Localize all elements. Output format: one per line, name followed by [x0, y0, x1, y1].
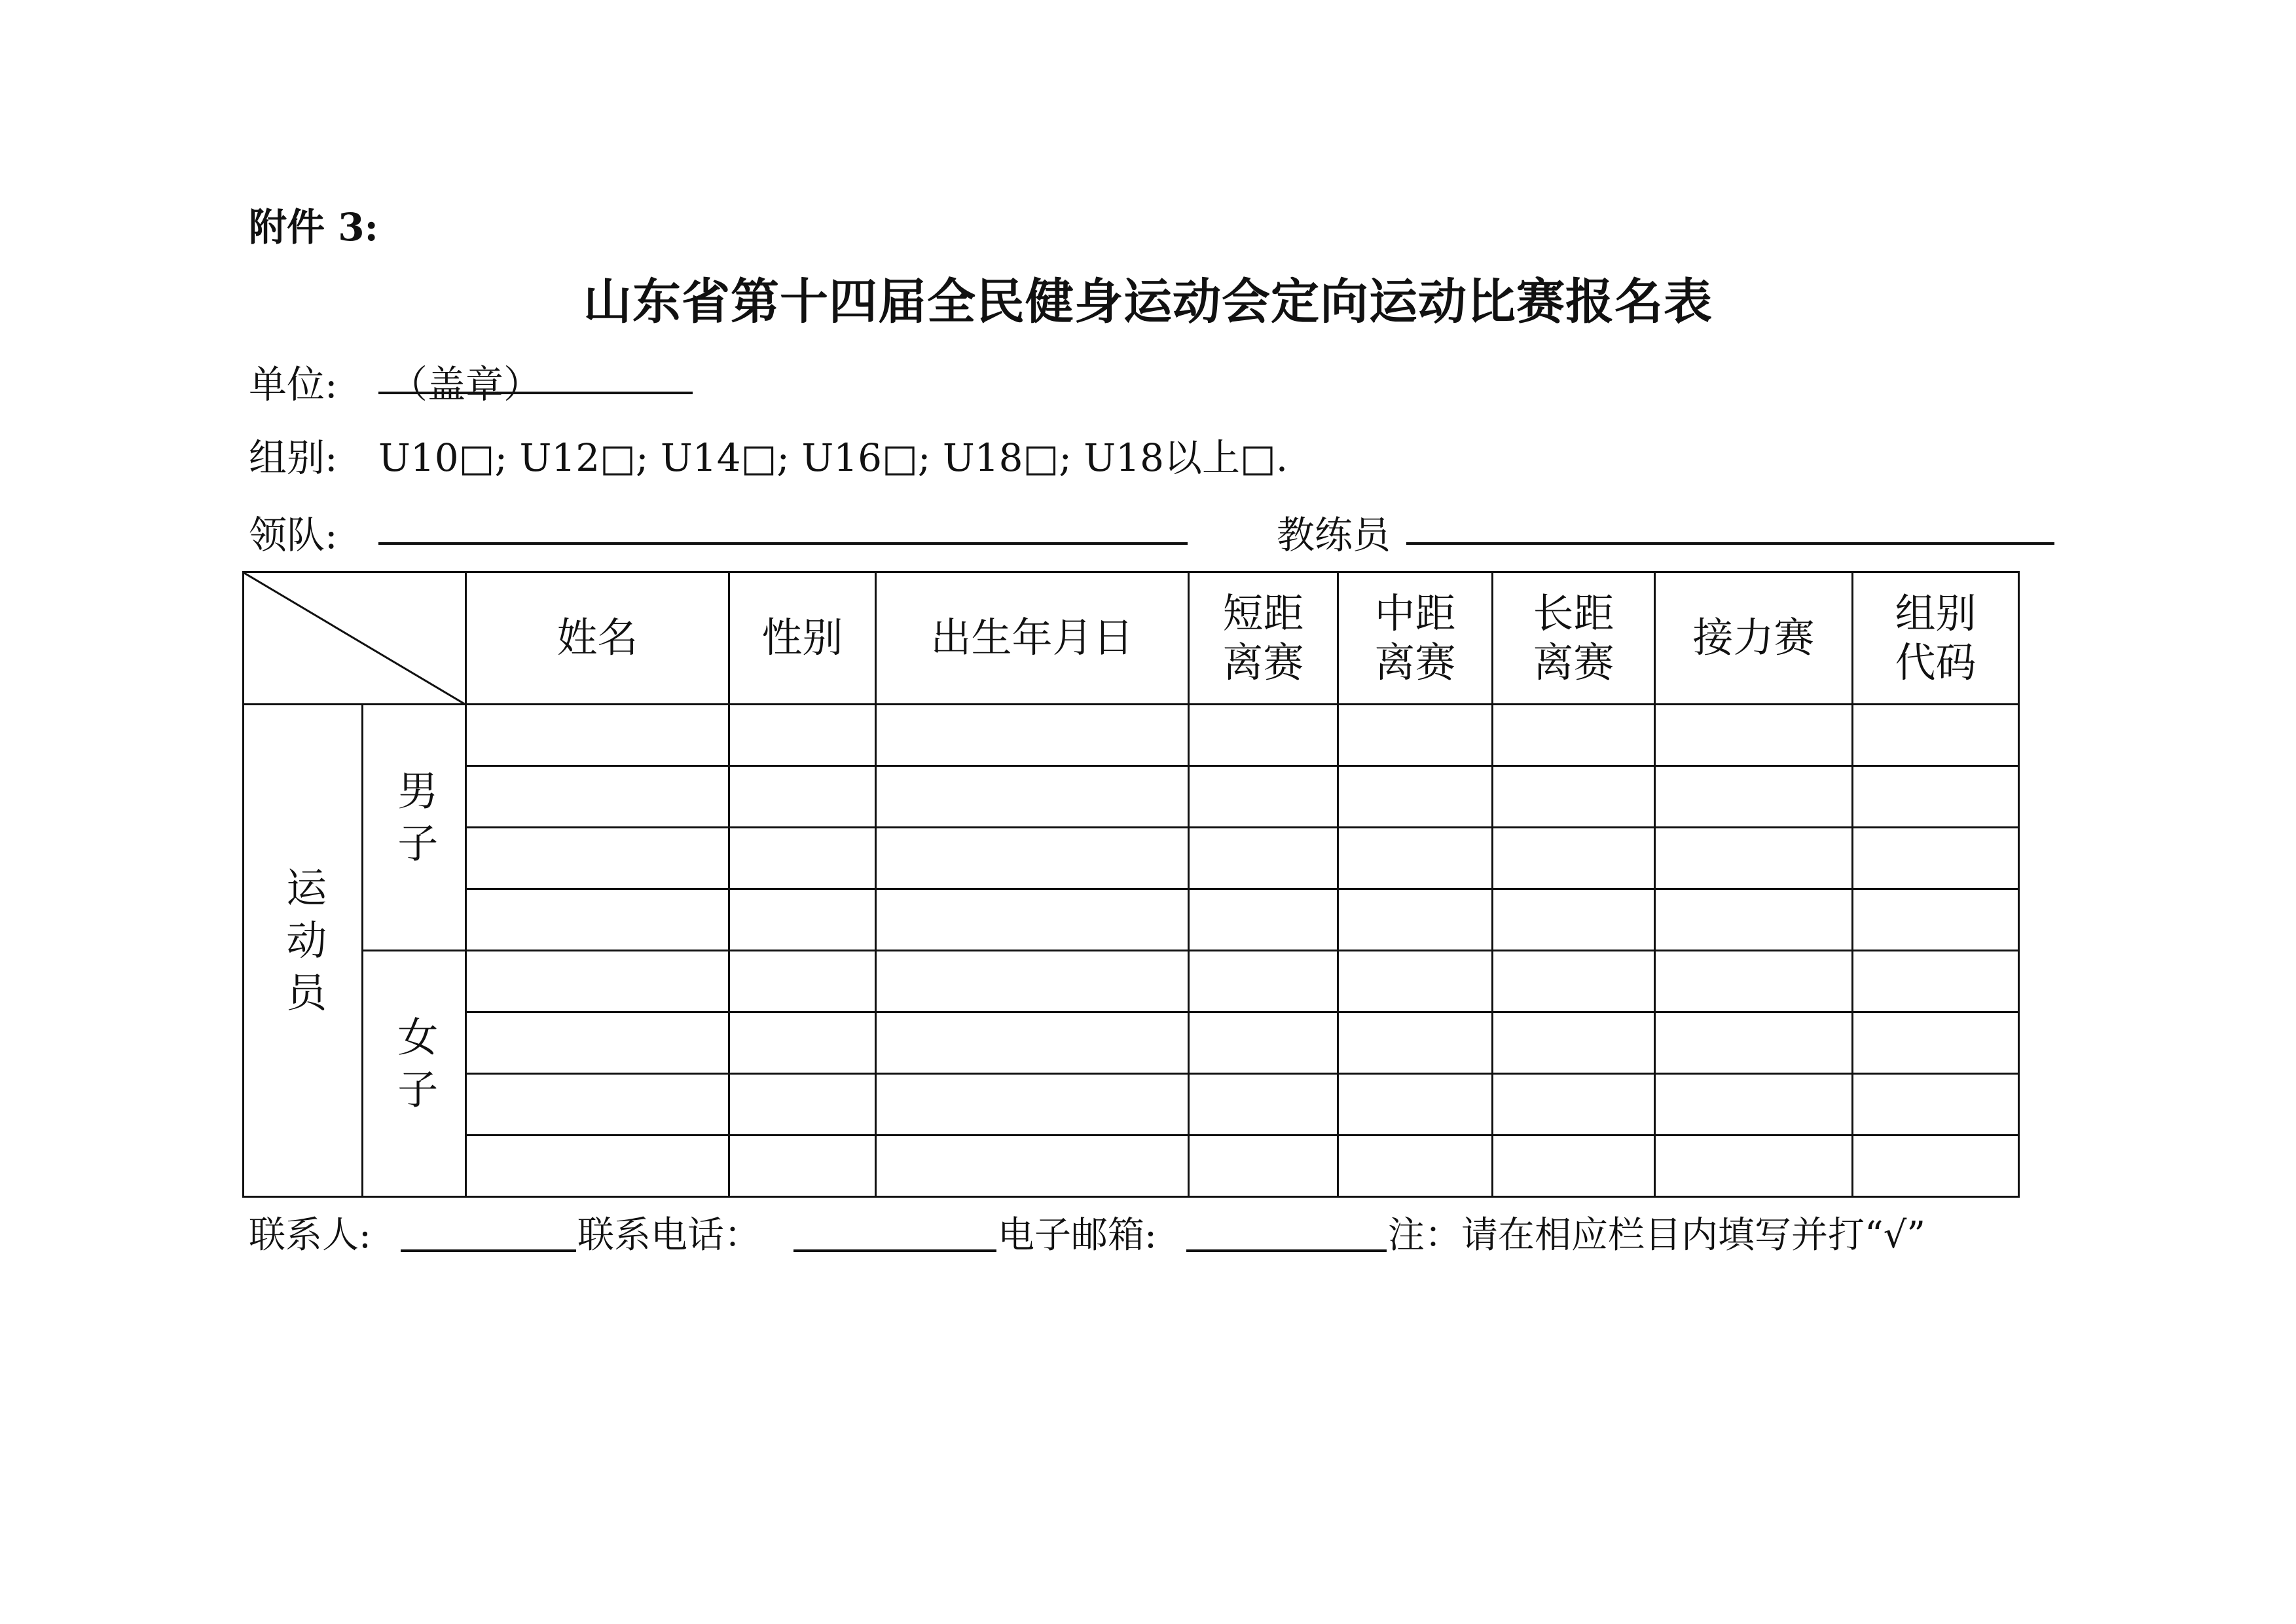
input-cell[interactable] [1655, 1135, 1853, 1197]
input-cell[interactable] [1189, 1135, 1338, 1197]
input-cell[interactable] [1338, 1012, 1493, 1074]
input-cell[interactable] [1493, 1012, 1655, 1074]
input-cell[interactable] [729, 1012, 876, 1074]
input-cell[interactable] [1493, 1135, 1655, 1197]
col-header-dob: 出生年月日 [876, 572, 1189, 705]
email-label: 电子邮箱: [998, 1214, 1157, 1257]
input-cell[interactable] [1853, 889, 2019, 951]
col-header-name: 姓名 [466, 572, 729, 705]
input-cell[interactable] [1189, 889, 1338, 951]
input-cell[interactable] [466, 705, 729, 766]
input-cell[interactable] [729, 1074, 876, 1135]
input-cell[interactable] [729, 889, 876, 951]
attachment-label: 附件 3: [249, 205, 378, 249]
registration-table [242, 571, 2020, 1198]
leader-underline[interactable] [378, 542, 1188, 545]
col-header-gender: 性别 [729, 572, 876, 705]
input-cell[interactable] [876, 951, 1189, 1012]
input-cell[interactable] [466, 1012, 729, 1074]
input-cell[interactable] [1493, 951, 1655, 1012]
input-cell[interactable] [1338, 766, 1493, 828]
unit-label: 单位: [249, 362, 338, 407]
input-cell[interactable] [1853, 705, 2019, 766]
input-cell[interactable] [1493, 766, 1655, 828]
form-title: 山东省第十四届全民健身运动会定向运动比赛报名表 [583, 274, 1713, 330]
input-cell[interactable] [466, 828, 729, 889]
input-cell[interactable] [1493, 705, 1655, 766]
col-header-long: 长距 离赛 [1493, 572, 1655, 705]
female-label-cell [363, 951, 466, 1197]
input-cell[interactable] [1338, 1074, 1493, 1135]
col-header-relay: 接力赛 [1655, 572, 1853, 705]
input-cell[interactable] [729, 705, 876, 766]
table-row [244, 1074, 2019, 1135]
input-cell[interactable] [1853, 766, 2019, 828]
col-header-short: 短距 离赛 [1189, 572, 1338, 705]
input-cell[interactable] [876, 1135, 1189, 1197]
email-underline[interactable] [1186, 1249, 1387, 1252]
input-cell[interactable] [1853, 1074, 2019, 1135]
input-cell[interactable] [466, 951, 729, 1012]
input-cell[interactable] [1189, 828, 1338, 889]
input-cell[interactable] [1655, 1074, 1853, 1135]
athletes-label: 运动员 [279, 866, 327, 1024]
coach-label: 教练员 [1277, 513, 1391, 557]
diagonal-line [244, 573, 467, 705]
table-row [244, 705, 2019, 766]
table-row [244, 951, 2019, 1012]
female-label: 女子 [390, 1016, 439, 1121]
input-cell[interactable] [1655, 828, 1853, 889]
input-cell[interactable] [1338, 705, 1493, 766]
input-cell[interactable] [1189, 705, 1338, 766]
input-cell[interactable] [1338, 1135, 1493, 1197]
input-cell[interactable] [876, 889, 1189, 951]
input-cell[interactable] [1655, 1012, 1853, 1074]
male-label: 男子 [390, 769, 439, 875]
input-cell[interactable] [1493, 1074, 1655, 1135]
table-row [244, 1135, 2019, 1197]
input-cell[interactable] [1853, 1135, 2019, 1197]
input-cell[interactable] [876, 1074, 1189, 1135]
input-cell[interactable] [1189, 951, 1338, 1012]
input-cell[interactable] [876, 828, 1189, 889]
athletes-label-cell [244, 705, 363, 1197]
table-row [244, 828, 2019, 889]
input-cell[interactable] [466, 889, 729, 951]
phone-underline[interactable] [793, 1249, 996, 1252]
unit-underline[interactable] [378, 392, 693, 394]
table-row [244, 889, 2019, 951]
input-cell[interactable] [1853, 1012, 2019, 1074]
group-options: U10□; U12□; U14□; U16□; U18□; U18以上□. [378, 435, 1288, 480]
input-cell[interactable] [466, 766, 729, 828]
input-cell[interactable] [1189, 1012, 1338, 1074]
input-cell[interactable] [1655, 705, 1853, 766]
input-cell[interactable] [876, 705, 1189, 766]
input-cell[interactable] [1853, 828, 2019, 889]
col-header-middle: 中距 离赛 [1338, 572, 1493, 705]
input-cell[interactable] [1338, 889, 1493, 951]
input-cell[interactable] [729, 766, 876, 828]
unit-value: （盖章） [390, 362, 542, 407]
header-row [244, 572, 2019, 705]
input-cell[interactable] [1338, 828, 1493, 889]
input-cell[interactable] [729, 951, 876, 1012]
leader-label: 领队: [249, 513, 338, 557]
input-cell[interactable] [876, 766, 1189, 828]
input-cell[interactable] [729, 1135, 876, 1197]
input-cell[interactable] [1853, 951, 2019, 1012]
coach-underline[interactable] [1406, 542, 2054, 545]
input-cell[interactable] [466, 1074, 729, 1135]
input-cell[interactable] [1189, 1074, 1338, 1135]
footer-note: 注：请在相应栏目内填写并打“√” [1388, 1214, 1925, 1257]
input-cell[interactable] [1189, 766, 1338, 828]
phone-label: 联系电话： [577, 1214, 761, 1257]
contact-label: 联系人: [249, 1214, 371, 1257]
input-cell[interactable] [1655, 951, 1853, 1012]
input-cell[interactable] [1493, 889, 1655, 951]
input-cell[interactable] [1655, 889, 1853, 951]
input-cell[interactable] [729, 828, 876, 889]
diagonal-corner-cell [244, 572, 466, 705]
contact-underline[interactable] [401, 1249, 576, 1252]
input-cell[interactable] [466, 1135, 729, 1197]
table-row [244, 1012, 2019, 1074]
col-header-group-code: 组别 代码 [1853, 572, 2019, 705]
group-label: 组别: [249, 435, 338, 480]
input-cell[interactable] [876, 1012, 1189, 1074]
input-cell[interactable] [1493, 828, 1655, 889]
input-cell[interactable] [1655, 766, 1853, 828]
male-label-cell [363, 705, 466, 951]
table-row [244, 766, 2019, 828]
input-cell[interactable] [1338, 951, 1493, 1012]
